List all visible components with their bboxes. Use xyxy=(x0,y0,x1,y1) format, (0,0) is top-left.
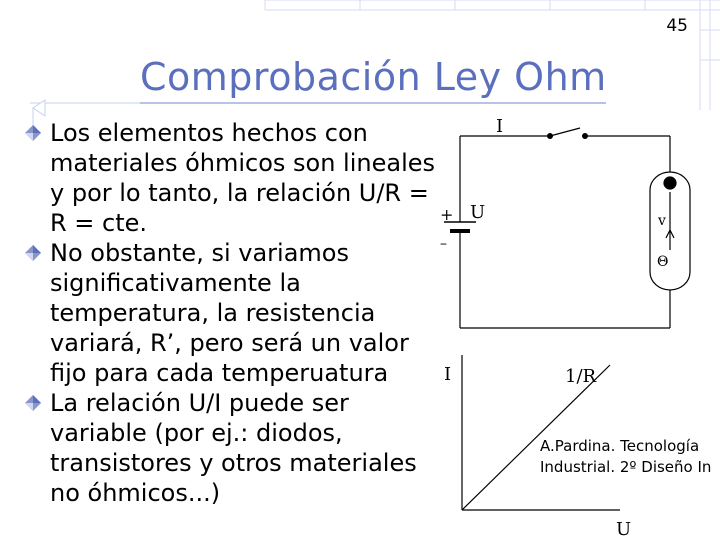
footer-line-1: A.Pardina. Tecnología xyxy=(540,437,700,455)
diamond-bullet-icon xyxy=(24,244,42,262)
bullet-item xyxy=(24,118,444,238)
minus-sign: – xyxy=(440,236,447,252)
circuit-diagram xyxy=(420,110,720,340)
graph-x-label: U xyxy=(616,519,632,540)
resistor-minus: Θ xyxy=(657,254,669,270)
bullet-text: Los elementos hechos con materiales óhmicos son lineales y por lo tanto, la relación U/R = R = cte. xyxy=(50,119,436,237)
voltage-label: U xyxy=(470,202,486,223)
voltmeter-symbol xyxy=(650,172,690,290)
resistor-label: v xyxy=(658,213,666,229)
slide-number: 45 xyxy=(666,16,688,36)
plus-sign: + xyxy=(440,205,454,224)
bullet-list xyxy=(24,118,444,508)
switch-symbol xyxy=(547,128,588,139)
diamond-bullet-icon xyxy=(24,124,42,142)
bullet-text: No obstante, si variamos significativamente la temperatura, la resistencia variará, R’, pero será un valor fijo para cada temperuatura xyxy=(50,239,409,387)
current-label: I xyxy=(496,116,504,137)
footer-credit xyxy=(540,436,720,478)
slide-title: Comprobación Ley Ohm xyxy=(140,55,607,99)
title-underline xyxy=(140,102,606,104)
bullet-text: La relación U/I puede ser variable (por ej.: diodos, transistores y otros materiales no óhmicos...) xyxy=(50,389,417,507)
bullet-item xyxy=(24,388,444,508)
bullet-item xyxy=(24,238,444,388)
diamond-bullet-icon xyxy=(24,394,42,412)
graph-slope-label: 1/R xyxy=(565,366,597,387)
graph-y-label: I xyxy=(444,364,452,385)
footer-line-2: Industrial. 2º Diseño In xyxy=(540,458,712,476)
